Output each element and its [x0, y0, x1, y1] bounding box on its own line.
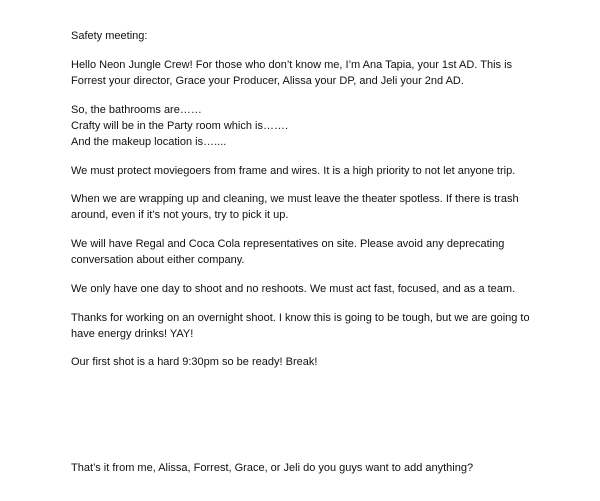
- frames-line-1: We must protect moviegoers from frame and wires. It is a high priority to not let anyone trip.: [71, 165, 516, 177]
- thanks-line-1: Thanks for working on an overnight shoot. I know this is going to be tough, but we are going to: [71, 312, 530, 324]
- locations-line-2: Crafty will be in the Party room which is…….: [71, 120, 289, 132]
- closing-line-1: That’s it from me, Alissa, Forrest, Grace, or Jeli do you guys want to add anything?: [71, 462, 474, 474]
- thanks-line-2: have energy drinks! YAY!: [71, 328, 194, 340]
- cleanup-line-2: around, even if it’s not yours, try to pick it up.: [71, 209, 289, 221]
- intro-line-1: Hello Neon Jungle Crew! For those who don’t know me, I’m Ana Tapia, your 1st AD. This is: [71, 59, 513, 71]
- first-shot-line-1: Our first shot is a hard 9:30pm so be ready! Break!: [71, 356, 318, 368]
- schedule-line-1: We only have one day to shoot and no reshoots. We must act fast, focused, and as a team.: [71, 283, 516, 295]
- heading: Safety meeting:: [71, 30, 148, 42]
- cleanup-line-1: When we are wrapping up and cleaning, we must leave the theater spotless. If there is trash: [71, 193, 519, 205]
- sponsors-line-2: conversation about either company.: [71, 254, 245, 266]
- intro-line-2: Forrest your director, Grace your Producer, Alissa your DP, and Jeli your 2nd AD.: [71, 75, 464, 87]
- locations-line-3: And the makeup location is…....: [71, 136, 227, 148]
- sponsors-line-1: We will have Regal and Coca Cola representatives on site. Please avoid any deprecating: [71, 238, 505, 250]
- locations-line-1: So, the bathrooms are……: [71, 104, 202, 116]
